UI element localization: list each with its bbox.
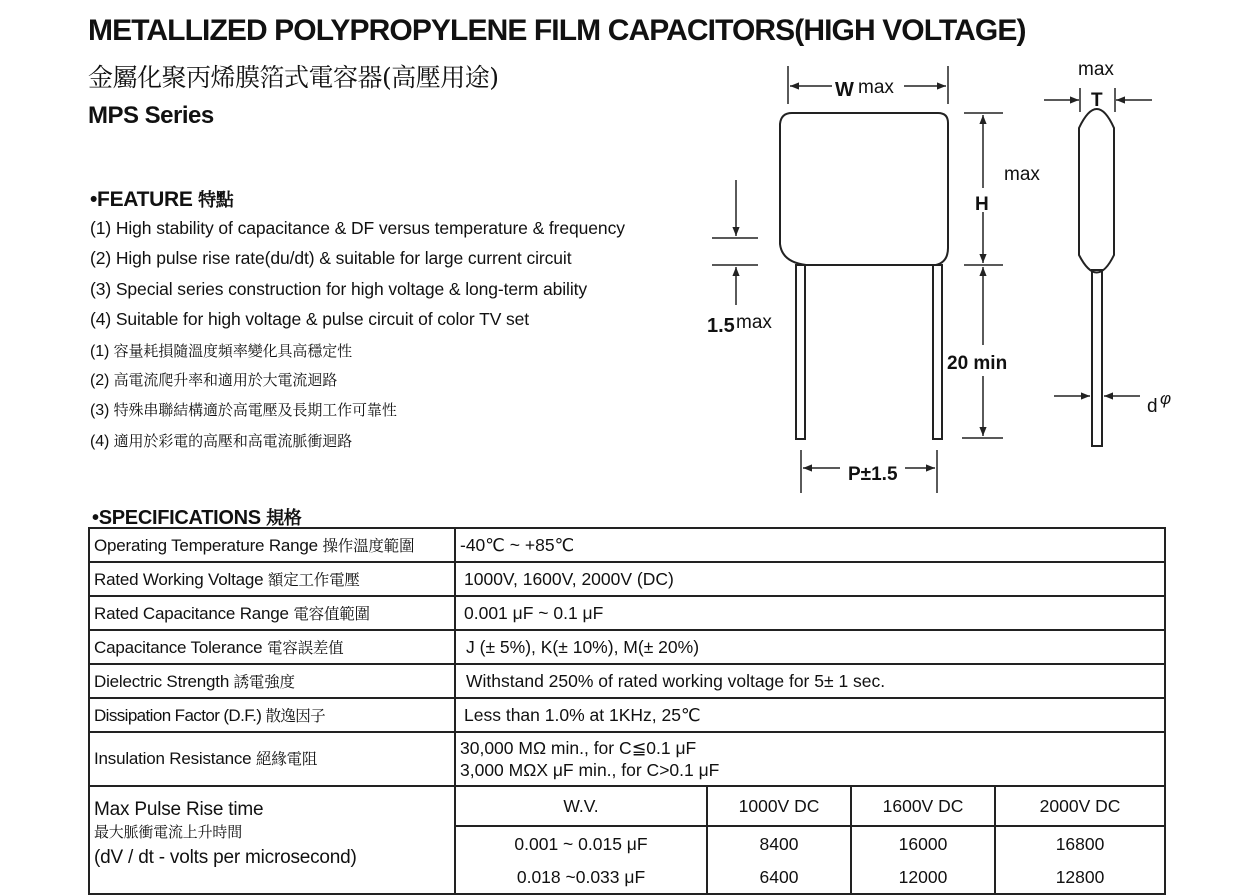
feature-item-text: 適用於彩電的高壓和高電流脈衝迴路 xyxy=(113,432,353,450)
capacitor-side-view xyxy=(1079,109,1114,273)
spec-label: Dissipation Factor (D.F.) 散逸因子 xyxy=(89,698,455,732)
table-cell: 16000 xyxy=(851,826,995,861)
spec-label: Dielectric Strength 誘電強度 xyxy=(89,664,455,698)
specifications-heading-chinese: 規格 xyxy=(266,508,302,529)
feature-heading-text: •FEATURE xyxy=(90,188,193,211)
spec-label: Capacitance Tolerance 電容誤差值 xyxy=(89,630,455,664)
page-title: METALLIZED POLYPROPYLENE FILM CAPACITORS(HIGH VOLTAGE) xyxy=(88,14,1026,47)
table-header-cell: 1600V DC xyxy=(851,786,995,826)
table-row xyxy=(89,664,1165,698)
width-max-label: max xyxy=(858,77,894,98)
height-label: H xyxy=(975,194,989,215)
width-label: W xyxy=(835,79,854,101)
height-max-label: max xyxy=(1004,164,1040,185)
thickness-max-label: max xyxy=(1078,59,1114,80)
feature-item-text: 特殊串聯結構適於高電壓及長期工作可靠性 xyxy=(113,401,397,419)
table-cell: 12800 xyxy=(995,861,1165,894)
table-cell: 0.018 ~0.033 μF xyxy=(455,861,707,894)
pulse-unit-note: (dV / dt - volts per microsecond) xyxy=(94,847,357,868)
table-row xyxy=(89,562,1165,596)
thickness-label: T xyxy=(1091,90,1103,111)
specifications-table xyxy=(88,527,1166,895)
insulation-line: 3,000 MΩX μF min., for C>0.1 μF xyxy=(460,760,720,780)
offset-max-label: max xyxy=(736,312,772,333)
table-cell: 8400 xyxy=(707,826,851,861)
lead-wire-right xyxy=(933,265,942,439)
table-cell: 6400 xyxy=(707,861,851,894)
table-cell: 16800 xyxy=(995,826,1165,861)
spec-value: -40℃ ~ +85℃ xyxy=(455,528,1165,562)
pulse-label: Max Pulse Rise time xyxy=(94,799,264,820)
spec-label: Insulation Resistance 絕緣電阻 xyxy=(89,732,455,786)
series-name: MPS Series xyxy=(88,102,214,129)
table-row xyxy=(89,596,1165,630)
feature-item-number: (4) xyxy=(90,433,110,450)
spec-label: Operating Temperature Range 操作溫度範圍 xyxy=(89,528,455,562)
table-row xyxy=(89,786,1165,826)
spec-label: Rated Capacitance Range 電容值範圍 xyxy=(89,596,455,630)
spec-value: Less than 1.0% at 1KHz, 25℃ xyxy=(455,698,1165,732)
lead-length-label: 20 min xyxy=(947,353,1008,374)
feature-item-number: (3) xyxy=(90,402,110,419)
table-header-cell: 1000V DC xyxy=(707,786,851,826)
feature-heading-chinese: 特點 xyxy=(198,190,234,211)
pitch-label: P±1.5 xyxy=(848,464,898,485)
feature-item: (2) High pulse rise rate(du/dt) & suitable for large current circuit xyxy=(90,248,572,268)
table-row xyxy=(89,732,1165,786)
spec-label: Rated Working Voltage 額定工作電壓 xyxy=(89,562,455,596)
spec-label xyxy=(89,786,455,894)
table-row xyxy=(89,630,1165,664)
spec-value: 0.001 μF ~ 0.1 μF xyxy=(455,596,1165,630)
table-header-cell: 2000V DC xyxy=(995,786,1165,826)
pulse-label-chinese: 最大脈衝電流上升時間 xyxy=(94,823,243,841)
offset-value-label: 1.5 xyxy=(707,315,735,337)
lead-wire-left xyxy=(796,265,805,439)
page-subtitle-chinese: 金屬化聚丙烯膜箔式電容器(高壓用途) xyxy=(88,63,499,92)
table-header-cell: W.V. xyxy=(455,786,707,826)
spec-value: J (± 5%), K(± 10%), M(± 20%) xyxy=(455,630,1165,664)
feature-item: (3) Special series construction for high voltage & long-term ability xyxy=(90,279,588,299)
table-cell: 12000 xyxy=(851,861,995,894)
table-row xyxy=(89,528,1165,562)
feature-item-number: (1) xyxy=(90,343,110,360)
table-cell: 0.001 ~ 0.015 μF xyxy=(455,826,707,861)
lead-wire-side xyxy=(1092,270,1102,446)
diameter-symbol: φ xyxy=(1160,389,1172,408)
capacitor-body xyxy=(780,113,948,265)
specifications-heading-text: •SPECIFICATIONS xyxy=(92,507,261,529)
table-row xyxy=(89,698,1165,732)
feature-item-number: (2) xyxy=(90,372,110,389)
spec-value xyxy=(455,732,1165,786)
feature-item: (4) Suitable for high voltage & pulse circuit of color TV set xyxy=(90,309,530,329)
feature-item-text: 容量耗損隨溫度頻率變化具高穩定性 xyxy=(113,342,353,360)
spec-value: 1000V, 1600V, 2000V (DC) xyxy=(455,562,1165,596)
feature-item: (1) High stability of capacitance & DF versus temperature & frequency xyxy=(90,218,625,238)
spec-value: Withstand 250% of rated working voltage for 5± 1 sec. xyxy=(455,664,1165,698)
insulation-line: 30,000 MΩ min., for C≦0.1 μF xyxy=(460,738,697,758)
feature-item-text: 高電流爬升率和適用於大電流迴路 xyxy=(113,371,338,389)
diameter-label: d xyxy=(1147,396,1158,417)
